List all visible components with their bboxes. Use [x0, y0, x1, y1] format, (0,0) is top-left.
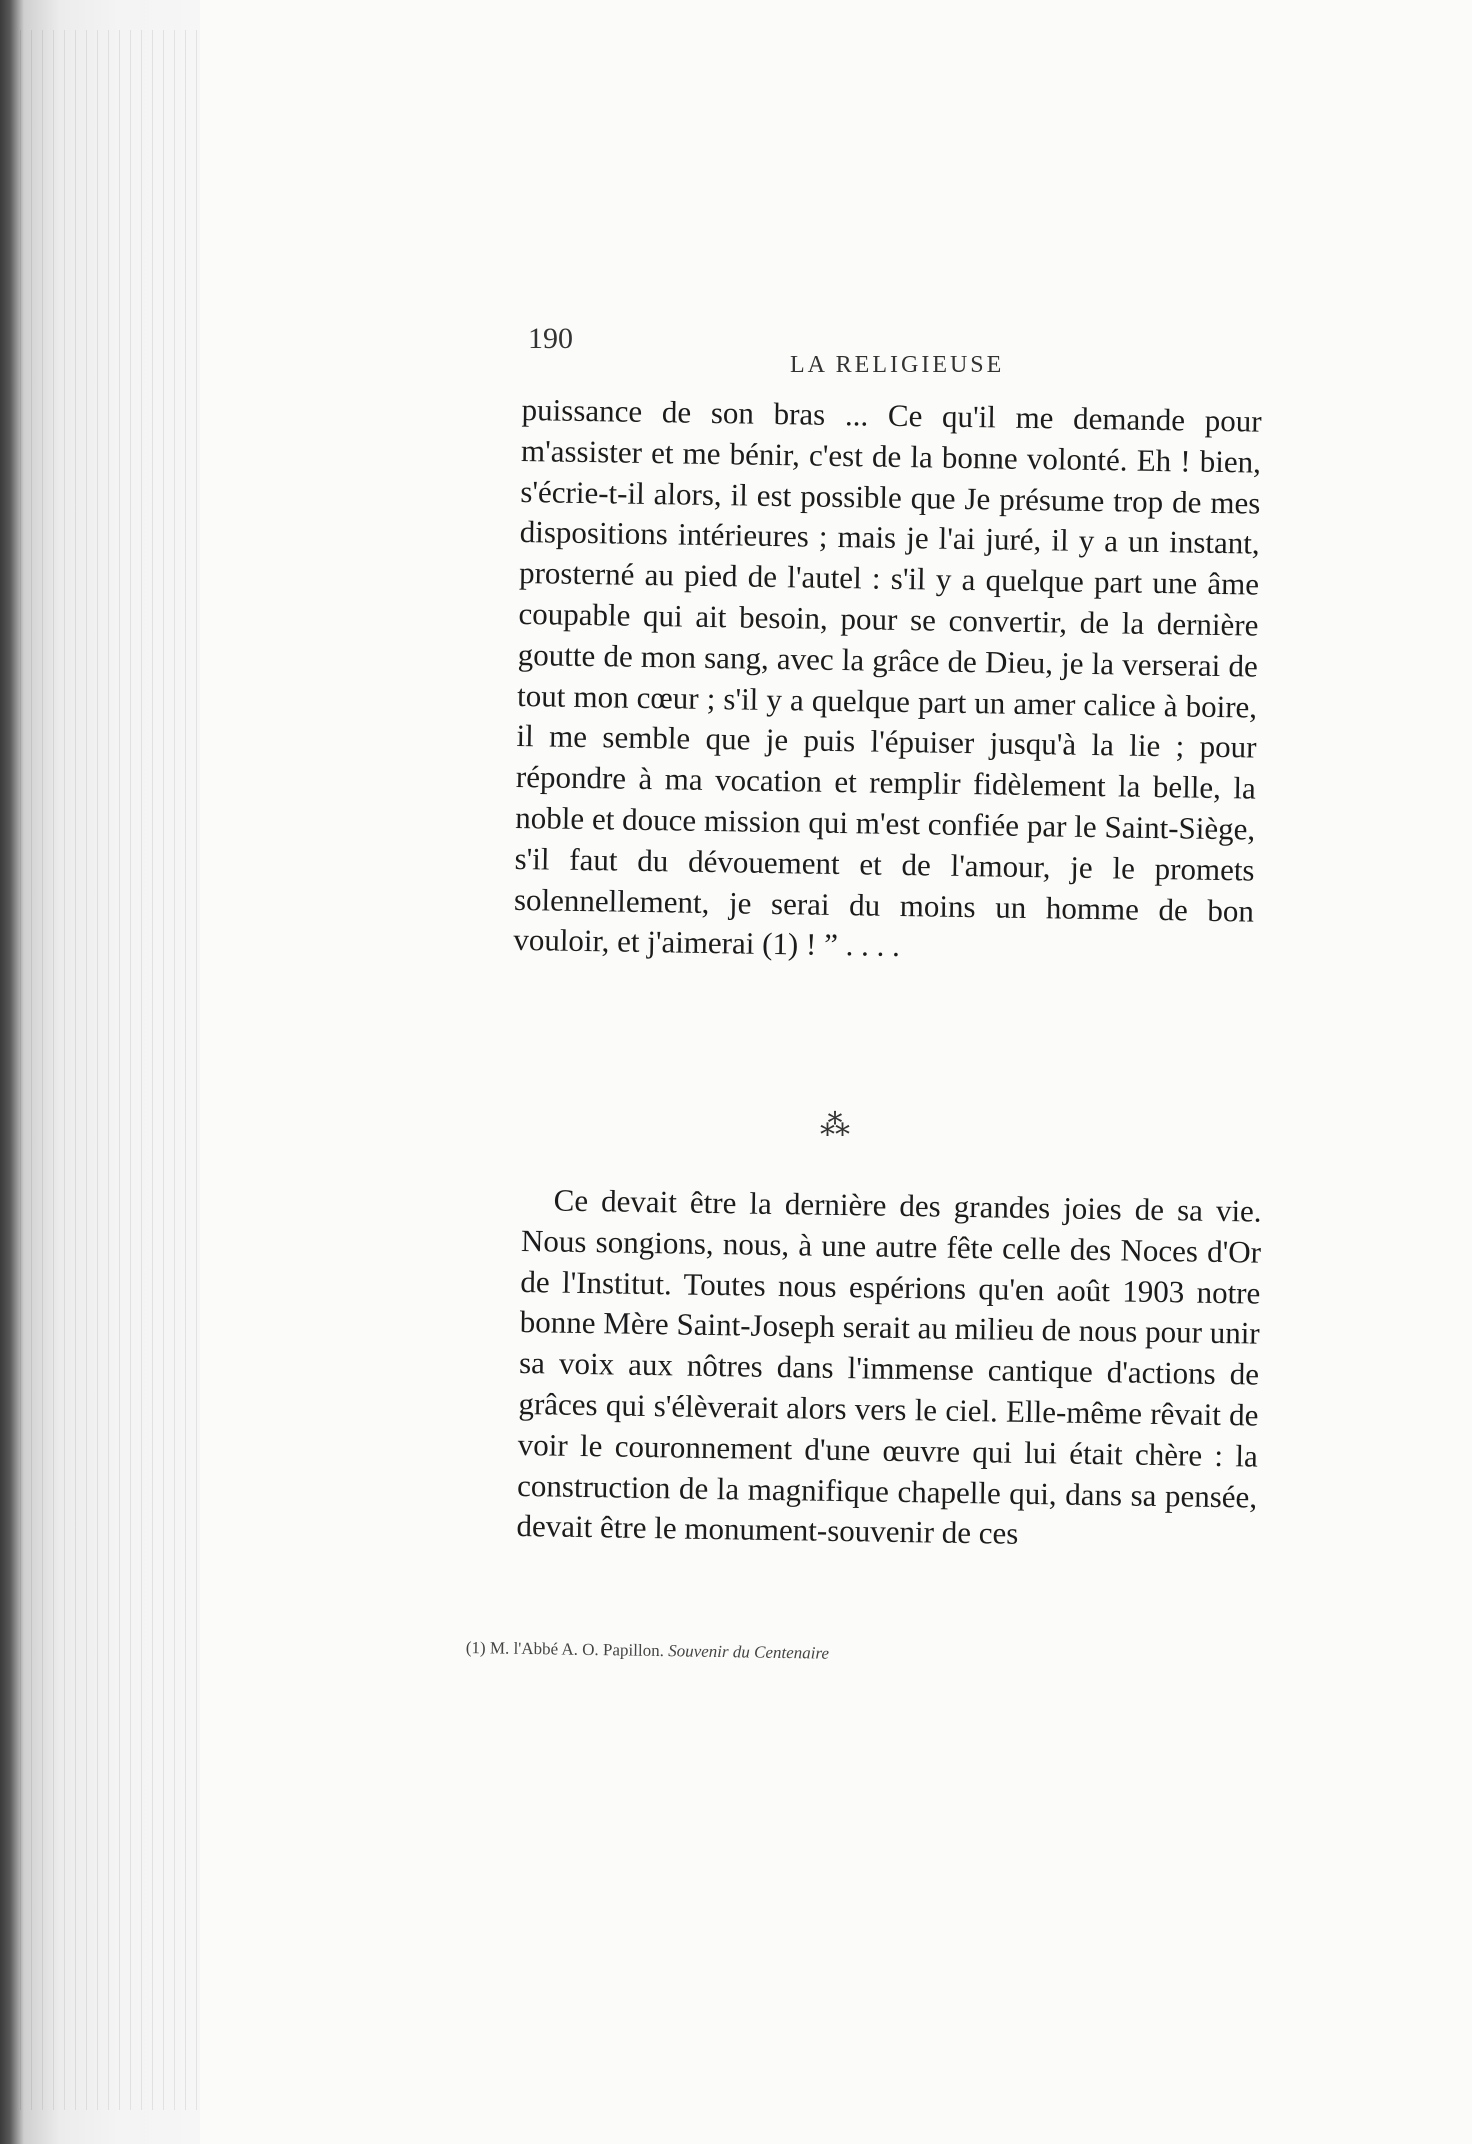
- asterism-separator: ⁂: [820, 1108, 850, 1143]
- footnote-source: Souvenir du Centenaire: [668, 1641, 830, 1663]
- body-text-block-1: [513, 390, 1262, 973]
- paragraph-1: puissance de son bras ... Ce qu'il me demande pour m'assister et me bénir, c'est de la bonne volonté. Eh ! bien, s'écrie-t-il alors, il est possible que Je présume trop de mes dispositions intérieures ; mais je l'ai juré, il y a un instant, prosterné au pied de l'autel : s'il y a quelque part une âme coupable qui ait besoin, pour se convertir, de la dernière goutte de mon sang, avec la grâce de Dieu, je la verserai de tout mon cœur ; s'il y a quelque part un amer calice à boire, il me semble que je puis l'épuiser jusqu'à la lie ; pour répondre à ma vocation et remplir fidèlement la belle, la noble et douce mission qui m'est confiée par le Saint-Siège, s'il faut du dévouement et de l'amour, je le promets solennellement, je serai du moins un homme de bon vouloir, et j'aimerai (1) ! ” . . . .: [513, 391, 1262, 964]
- page-header: [528, 322, 1263, 382]
- page-edge-lines: [20, 30, 210, 2110]
- page-number: 190: [528, 322, 573, 355]
- footnote-author: M. l'Abbé A. O. Papillon.: [489, 1638, 665, 1661]
- running-title: LA RELIGIEUSE: [790, 352, 1005, 378]
- body-text-block-2: [516, 1180, 1262, 1559]
- footnote-marker: (1): [465, 1638, 486, 1658]
- paragraph-2: Ce devait être la dernière des grandes joies de sa vie. Nous songions, nous, à une autre fête celle des Noces d'Or de l'Institut. Toutes nous espérions qu'en août 1903 notre bonne Mère Saint-Joseph serait au milieu de nous pour unir sa voix aux nôtres dans l'immense cantique d'actions de grâces qui s'élèverait alors vers le ciel. Elle-même rêvait de voir le couronnement d'une œuvre qui lui était chère : la construction de la magnifique chapelle qui, dans sa pensée, devait être le monument-souvenir de ces: [516, 1182, 1262, 1552]
- book-page-stack-edge: [0, 0, 210, 2144]
